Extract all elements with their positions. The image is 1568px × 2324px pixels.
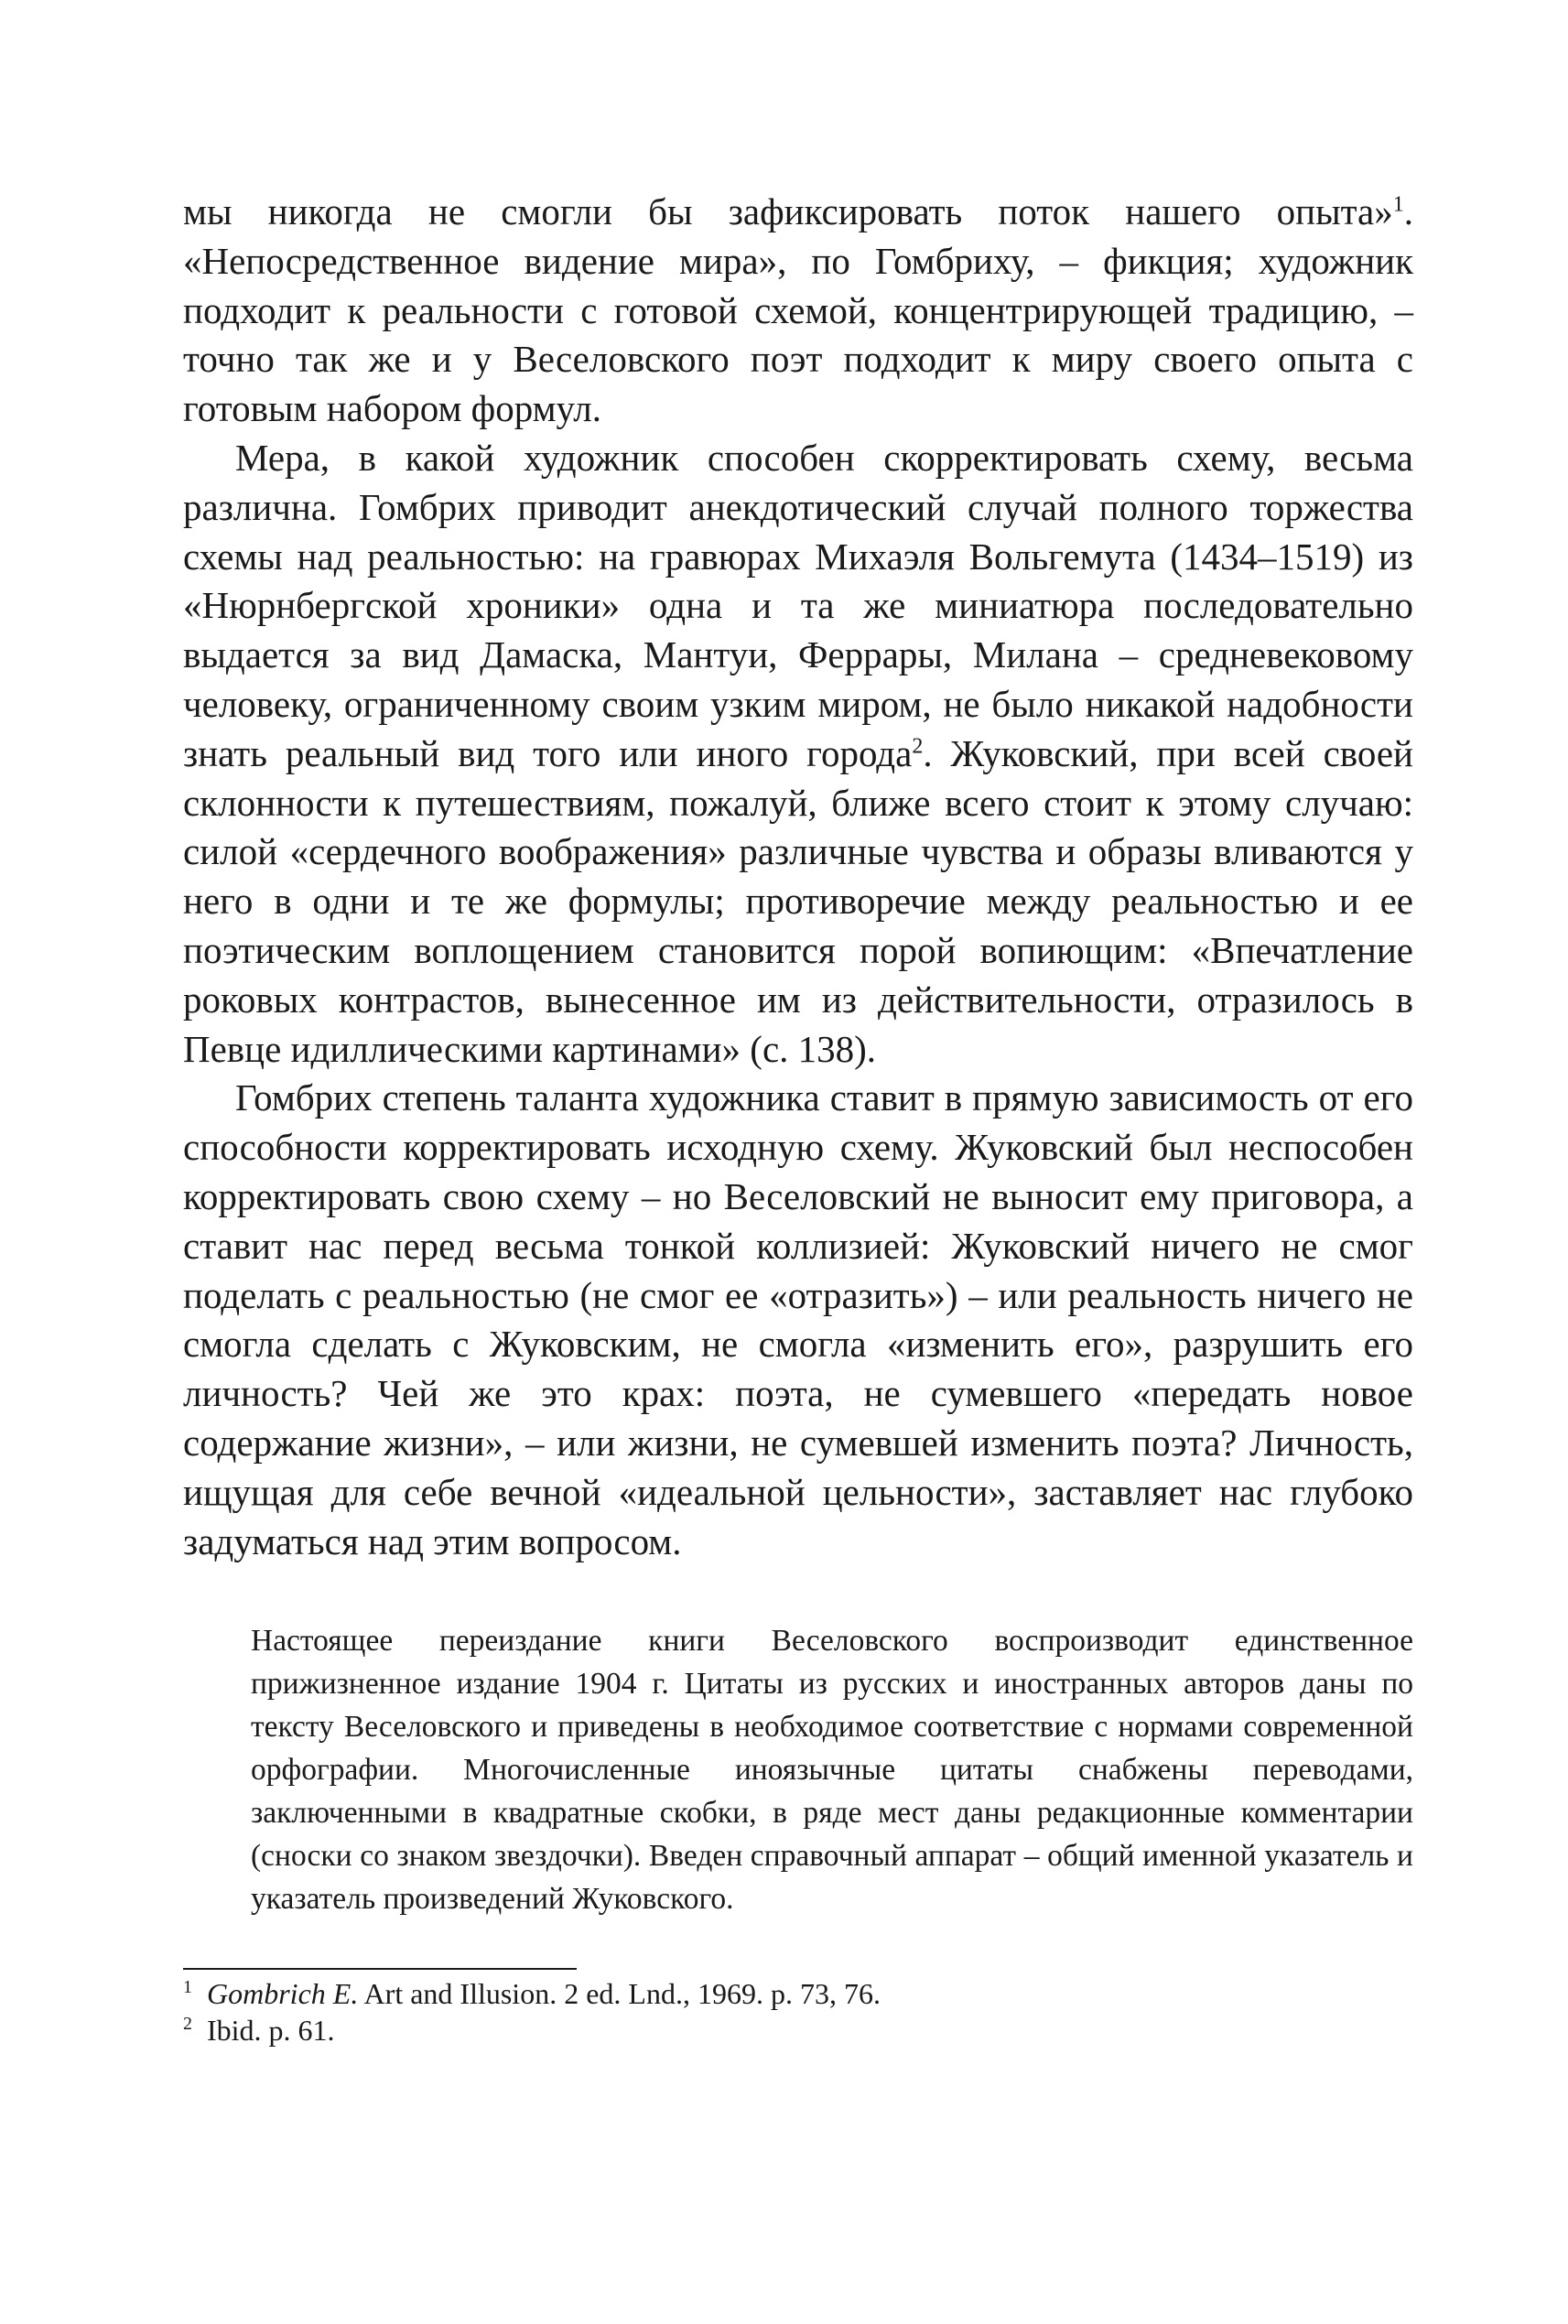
- editorial-note: [183, 1619, 1413, 1920]
- page: [183, 188, 1413, 2048]
- footnote-1: [183, 1975, 1413, 2012]
- footnote-2-text: Ibid. p. 61.: [207, 2014, 335, 2048]
- footnote-1-author: Gombrich E.: [207, 1977, 359, 2011]
- footnotes: [183, 1975, 1413, 2048]
- paragraph-1: [183, 188, 1413, 434]
- footnote-divider: [183, 1968, 577, 1970]
- footnote-ref-1[interactable]: 1: [1392, 192, 1404, 217]
- paragraph-2-part-2: . Жуковский, при всей своей склонности к путешествиям, пожалуй, ближе всего стоит к этому случаю: силой «сердечного воображения» различные чувства и образы вливаются у него в одни и те же формулы; противоречие между реальностью и ее поэтическим воплощением становится порой вопиющим: «Впечатление роковых контрастов, вынесенное им из действительности, отразилось в Певце идиллическими картинами» (с. 138).: [183, 731, 1414, 1070]
- editorial-note-text: Настоящее переиздание книги Веселовского воспроизводит единственное прижизненное издание 1904 г. Цитаты из русских и иностранных авторов даны по тексту Веселовского и приведены в необходимое соответствие с нормами современной орфографии. Многочисленные иноязычные цитаты снабжены переводами, заключенными в квадратные скобки, в ряде мест даны редакционные комментарии (сноски со знаком звездочки). Введен справочный аппарат – общий именной указатель и указатель произведений Жуковского.: [251, 1624, 1413, 1917]
- paragraph-1-part-1: мы никогда не смогли бы зафиксировать поток нашего опыта»: [183, 190, 1393, 232]
- footnote-mark-1: 1: [183, 1977, 192, 1998]
- footnote-mark-2: 2: [183, 2014, 192, 2035]
- paragraph-3: Гомбрих степень таланта художника ставит в прямую зависимость от его способности корректировать исходную схему. Жуковский был неспособен корректировать свою схему – но Веселовский не выносит ему приговора, а ставит нас перед весьма тонкой коллизией: Жуковский ничего не смог поделать с реальностью (не смог ее «отразить») – или реальность ничего не смогла сделать с Жуковским, не смогла «изменить его», разрушить его личность? Чей же это крах: поэта, не сумевшего «передать новое содержание жизни», – или жизни, не сумевшей изменить поэта? Личность, ищущая для себе вечной «идеальной цельности», заставляет нас глубоко задуматься над этим вопросом.: [183, 1076, 1413, 1562]
- paragraph-2: [183, 434, 1413, 1074]
- paragraph-1-part-2: . «Непосредственное видение мира», по Гомбриху, – фикция; художник подходит к реальности с готовой схемой, концентрирующей традицию, – точно так же и у Веселовского поэт подходит к миру своего опыта с готовым набором формул.: [183, 190, 1413, 430]
- paragraph-2-part-1: Мера, в какой художник способен скорректировать схему, весьма различна. Гомбрих приводит анекдотический случай полного торжества схемы над реальностью: на гравюрах Михаэля Вольгемута (1434–1519) из «Нюрнбергской хроники» одна и та же миниатюра последовательно выдается за вид Дамаска, Мантуи, Феррары, Милана – средневековому человеку, ограниченному своим узким миром, не было никакой надобности знать реальный вид того или иного города: [183, 436, 1413, 774]
- footnote-1-text: Art and Illusion. 2 ed. Lnd., 1969. p. 73, 76.: [358, 1977, 881, 2011]
- footnote-2: [183, 2012, 1413, 2048]
- footnote-ref-2[interactable]: 2: [912, 734, 924, 759]
- main-text: [183, 188, 1413, 1566]
